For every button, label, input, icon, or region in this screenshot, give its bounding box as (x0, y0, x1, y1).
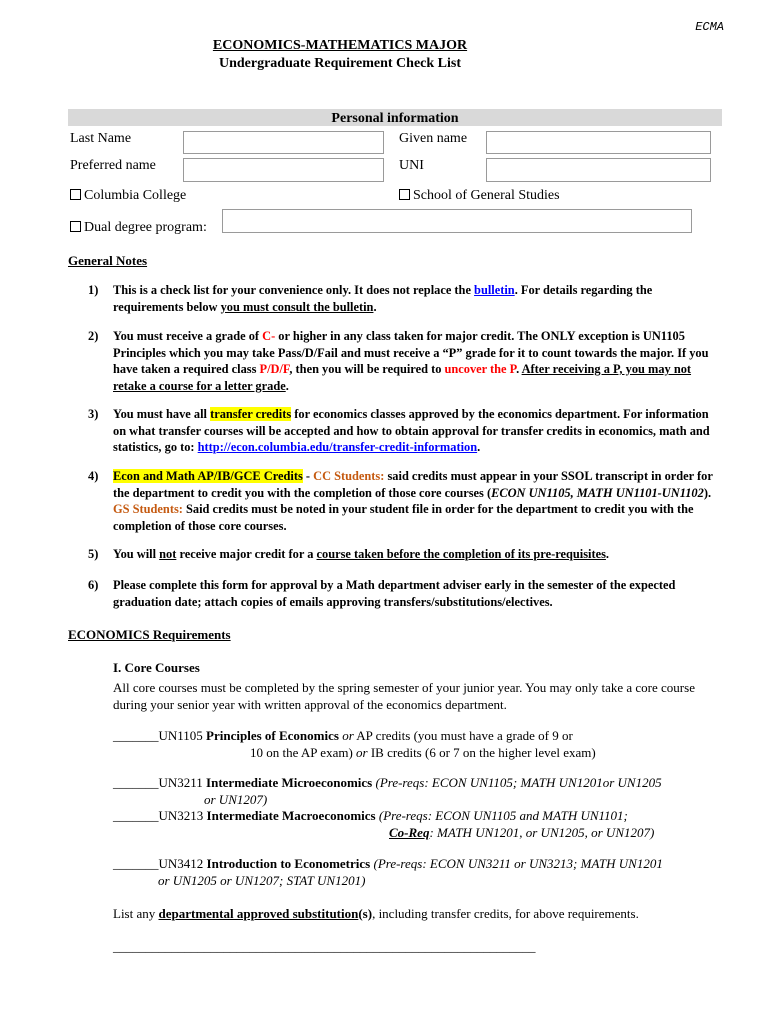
dual-degree-field[interactable] (222, 209, 692, 233)
note-3-number: 3) (88, 407, 99, 421)
course-or-2: or (356, 745, 368, 760)
substitution-instruction (113, 905, 733, 922)
note-5-text-d: . (605, 547, 610, 561)
note-5-number: 5) (88, 547, 99, 561)
preferred-name-label: Preferred name (70, 158, 156, 173)
note-5-not: not (159, 547, 177, 561)
personal-info-heading: Personal information (68, 109, 722, 126)
substitution-line[interactable]: _________________________________________________________________ (113, 939, 536, 954)
course-name: Intermediate Macroeconomics (206, 808, 376, 823)
transfer-credit-link[interactable]: http://econ.columbia.edu/transfer-credit-information (197, 440, 478, 454)
ap-credits-highlight: Econ and Math AP/IB/GCE Credits (113, 469, 303, 483)
course-un1105 (113, 727, 723, 761)
note-1-text: This is a check list for your convenience only. It does not replace the (113, 283, 475, 297)
note-2-text: You must receive a grade of (113, 329, 263, 343)
note-2-text-b: or higher in any class taken for major credit. The ONLY exception is UN1105 Principles which you may take Pass/D/Fail and must receive a “P” grade for it to count towards the major. If you have taken a required class (113, 329, 709, 376)
note-3-text-b: for economics classes approved by the economics department. For information on what transfer courses will be accepted and how to obtain approval for transfer credits in economics, math and statistics, go to: (113, 407, 710, 454)
pdf-text: P/D/F (259, 362, 290, 376)
check-blank[interactable]: _______ (113, 728, 159, 743)
note-6-text: Please complete this form for approval by a Math department adviser early in the semester of the expected graduation date; attach copies of emails approving transfers/substitutions/electives. (113, 578, 676, 609)
note-4-text: - (302, 469, 314, 483)
note-3 (88, 406, 722, 456)
note-3-text-c: . (477, 440, 481, 454)
note-2-number: 2) (88, 329, 99, 343)
uncover-p-text: uncover the P (444, 362, 517, 376)
dual-degree-checkbox[interactable] (70, 221, 81, 232)
note-4-number: 4) (88, 469, 99, 483)
check-blank[interactable]: _______ (113, 808, 159, 823)
page-title: ECONOMICS-MATHEMATICS MAJOR (212, 38, 468, 53)
course-prereq-2: or UN1205 or UN1207; STAT UN1201) (158, 873, 366, 888)
note-4-text-c: ). (703, 485, 712, 500)
econ-requirements-heading: ECONOMICS Requirements (68, 627, 231, 642)
note-2-text-f: . (285, 378, 289, 393)
coreq-label: Co-Req (389, 825, 430, 840)
core-courses-text: All core courses must be completed by the spring semester of your junior year. You may only take a core course during your senior year with written approval of the economics department. (113, 680, 695, 712)
course-un3412 (113, 855, 733, 889)
uni-field[interactable] (486, 158, 711, 182)
course-code: UN1105 (158, 728, 207, 743)
note-4 (88, 468, 722, 534)
note-5-text: You will (113, 547, 160, 561)
grade-c-minus: C- (262, 329, 276, 343)
course-desc-2: 10 on the AP exam) (250, 745, 357, 760)
general-studies-option[interactable] (399, 188, 560, 204)
preferred-name-field[interactable] (183, 158, 384, 182)
page-subtitle: Undergraduate Requirement Check List (218, 56, 461, 71)
course-code: UN3213 (158, 808, 207, 823)
note-5-text-b: receive major credit for a (176, 547, 317, 561)
subst-text: List any (113, 906, 159, 921)
general-notes-heading: General Notes (68, 253, 148, 268)
note-6 (88, 577, 722, 610)
cc-students-label: CC Students: (313, 469, 385, 483)
note-6-number: 6) (88, 578, 99, 592)
form-code: ECMA (695, 20, 724, 34)
course-un3213 (113, 807, 733, 841)
course-desc: AP credits (you must have a grade of 9 or (353, 728, 573, 743)
given-name-label: Given name (399, 131, 468, 146)
last-name-field[interactable] (183, 131, 384, 154)
subst-text-b: , including transfer credits, for above requirements. (372, 906, 639, 921)
subst-emphasis: departmental approved substitution (158, 906, 359, 921)
note-2-text-c: , then you will be required to (289, 362, 445, 376)
note-5-text-c: course taken before the completion of its pre-requisites (316, 547, 606, 561)
course-code: UN3211 (158, 775, 207, 790)
uni-label: UNI (399, 158, 424, 173)
note-1-text-c: you must consult the bulletin (220, 299, 374, 314)
dual-degree-label: Dual degree program: (84, 220, 207, 235)
transfer-credits-highlight: transfer credits (210, 407, 292, 421)
course-desc-3: IB credits (6 or 7 on the higher level exam) (367, 745, 596, 760)
course-prereq-2: or UN1207) (204, 792, 268, 807)
course-code: UN3412 (158, 856, 207, 871)
course-prereq: (Pre-reqs: ECON UN1105; MATH UN1201or UN1205 (372, 775, 662, 790)
course-name: Principles of Economics (206, 728, 339, 743)
note-3-text: You must have all (113, 407, 211, 421)
note-4-text-d: Said credits must be noted in your student file in order for the department to credit you with the completion of those core courses. (113, 502, 694, 533)
course-name: Intermediate Microeconomics (206, 775, 373, 790)
course-prereq: (Pre-reqs: ECON UN3211 or UN3213; MATH UN1201 (370, 856, 663, 871)
note-4-courses: ECON UN1105, MATH UN1101-UN1102 (491, 485, 704, 500)
note-1-text-d: . (373, 299, 377, 314)
last-name-label: Last Name (70, 131, 132, 146)
columbia-college-checkbox[interactable] (70, 189, 81, 200)
course-coreq: : MATH UN1201, or UN1205, or UN1207) (429, 825, 655, 840)
check-blank[interactable]: _______ (113, 856, 159, 871)
note-2-text-d: . (516, 362, 522, 376)
gs-students-label: GS Students: (113, 502, 183, 516)
course-prereq: (Pre-reqs: ECON UN1105 and MATH UN1101; (375, 808, 628, 823)
columbia-college-option[interactable] (70, 188, 186, 204)
note-1-number: 1) (88, 283, 99, 297)
subst-plural: (s) (358, 906, 373, 921)
check-blank[interactable]: _______ (113, 775, 159, 790)
note-5 (88, 546, 722, 563)
note-2-text-e: After receiving a P, you may not retake a course for a letter grade (113, 362, 692, 393)
note-4-text-b: said credits must appear in your SSOL transcript in order for the department to credit you with the completion of those core courses ( (113, 469, 713, 500)
given-name-field[interactable] (486, 131, 711, 154)
core-courses-heading: I. Core Courses (113, 660, 200, 675)
course-un3211 (113, 774, 733, 808)
course-or: or (338, 728, 354, 743)
note-1 (88, 282, 722, 315)
dual-degree-option[interactable] (70, 220, 207, 236)
note-1-text-b: . For details regarding the requirements below (113, 283, 653, 314)
bulletin-link[interactable]: bulletin (474, 283, 515, 297)
note-2 (88, 328, 722, 394)
general-studies-checkbox[interactable] (399, 189, 410, 200)
columbia-college-label: Columbia College (84, 188, 187, 203)
general-studies-label: School of General Studies (413, 188, 560, 203)
course-name: Introduction to Econometrics (206, 856, 371, 871)
